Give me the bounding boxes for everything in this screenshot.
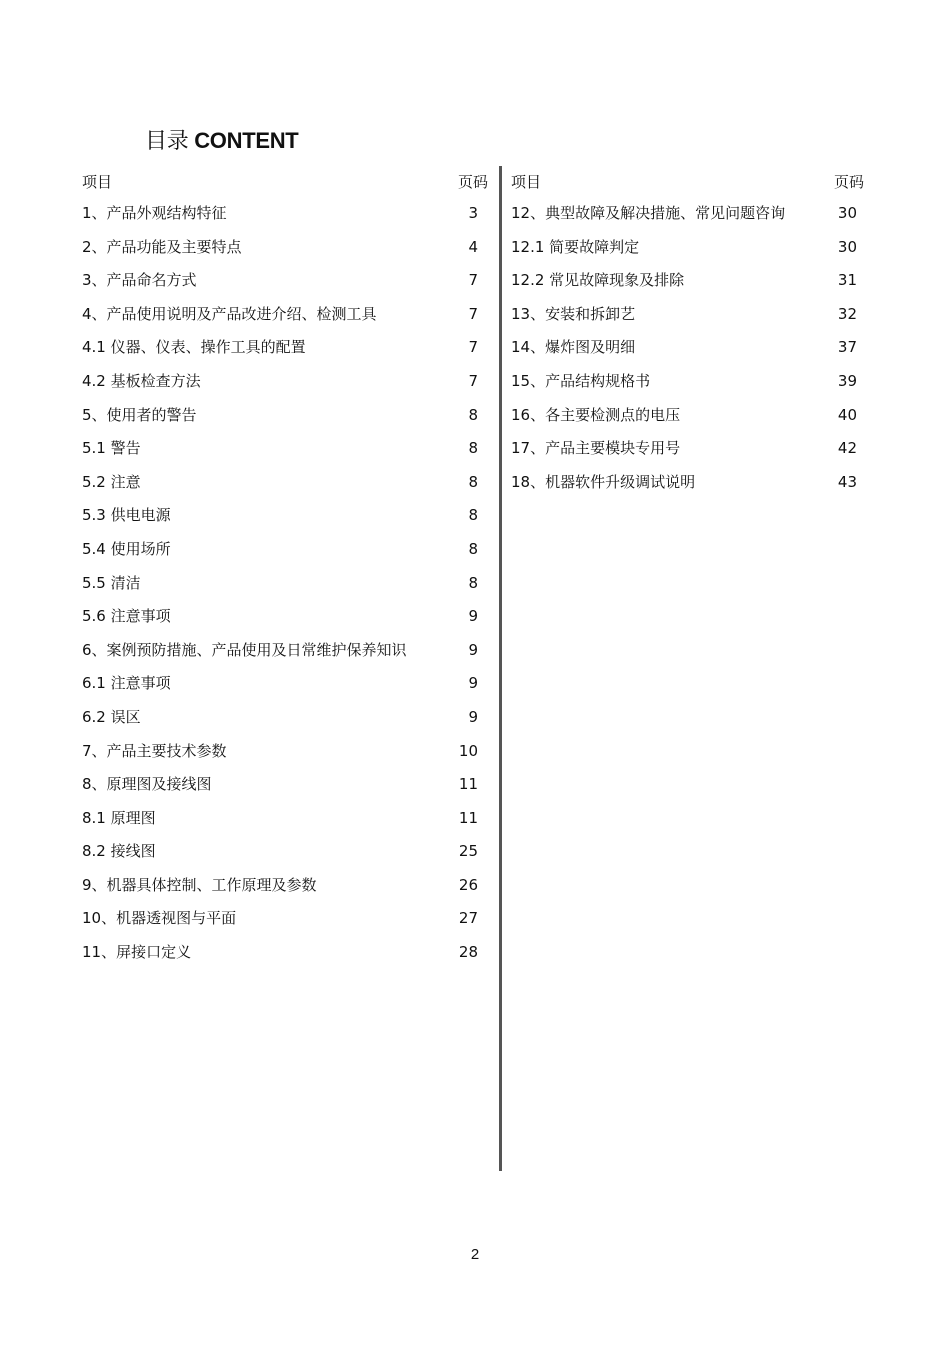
toc-entry-title: 10、机器透视图与平面 xyxy=(82,909,237,928)
toc-header-item: 项目 xyxy=(82,173,113,191)
toc-entry[interactable] xyxy=(511,298,867,332)
toc-entry-page: 28 xyxy=(458,943,478,962)
toc-entry-title: 13、安装和拆卸艺 xyxy=(511,304,636,323)
toc-header-page: 页码 xyxy=(457,173,488,191)
toc-entry[interactable] xyxy=(82,466,492,500)
toc-entry-page: 3 xyxy=(468,204,478,222)
toc-entry[interactable] xyxy=(511,264,867,298)
toc-entry-title: 6.1 注意事项 xyxy=(82,674,171,693)
toc-entry-page: 7 xyxy=(468,271,478,290)
toc-header xyxy=(511,167,867,197)
toc-entry-page: 30 xyxy=(837,237,857,256)
toc-entry-page: 32 xyxy=(837,304,857,323)
toc-entry-title: 8.1 原理图 xyxy=(82,808,156,827)
toc-entry-page: 8 xyxy=(468,539,478,558)
toc-entry[interactable] xyxy=(82,432,492,466)
toc-entry[interactable] xyxy=(82,298,492,332)
toc-entry-title: 8.2 接线图 xyxy=(82,842,156,861)
toc-entry-page: 25 xyxy=(458,842,478,861)
page-title xyxy=(145,124,298,155)
toc-entry[interactable] xyxy=(82,667,492,701)
toc-entry[interactable] xyxy=(82,869,492,903)
toc-entry[interactable] xyxy=(82,567,492,601)
toc-entry-title: 1、产品外观结构特征 xyxy=(82,204,227,222)
toc-right-column xyxy=(511,167,867,499)
toc-entry-page: 11 xyxy=(458,808,478,827)
toc-entry-page: 42 xyxy=(837,439,857,458)
toc-entry-page: 8 xyxy=(468,506,478,525)
toc-entry[interactable] xyxy=(82,197,492,231)
toc-entry-page: 8 xyxy=(468,439,478,458)
toc-entry-title: 5.4 使用场所 xyxy=(82,539,171,558)
toc-entry[interactable] xyxy=(511,365,867,399)
toc-entry-title: 6、案例预防措施、产品使用及日常维护保养知识 xyxy=(82,640,407,659)
toc-entry[interactable] xyxy=(82,399,492,433)
toc-entry-title: 16、各主要检测点的电压 xyxy=(511,405,681,424)
column-divider xyxy=(499,166,502,1171)
toc-entry-title: 12.2 常见故障现象及排除 xyxy=(511,271,685,290)
toc-entry-title: 15、产品结构规格书 xyxy=(511,371,651,390)
toc-entry-page: 11 xyxy=(458,775,478,794)
toc-entry-title: 5.1 警告 xyxy=(82,439,141,458)
toc-entry-title: 18、机器软件升级调试说明 xyxy=(511,472,696,491)
toc-entry-page: 9 xyxy=(468,707,478,726)
toc-entry-page: 31 xyxy=(837,271,857,290)
toc-header xyxy=(82,167,492,197)
toc-entry-title: 12、典型故障及解决措施、常见问题咨询 xyxy=(511,204,786,222)
toc-entry[interactable] xyxy=(82,735,492,769)
toc-entry-page: 8 xyxy=(468,573,478,592)
toc-entry[interactable] xyxy=(82,835,492,869)
toc-entry[interactable] xyxy=(511,231,867,265)
toc-entry-title: 5.3 供电电源 xyxy=(82,506,171,525)
toc-entry[interactable] xyxy=(82,701,492,735)
toc-entry-title: 17、产品主要模块专用号 xyxy=(511,439,681,458)
toc-entry-title: 5.6 注意事项 xyxy=(82,607,171,626)
toc-entry-page: 4 xyxy=(468,237,478,256)
toc-entry-page: 7 xyxy=(468,338,478,357)
toc-header-page: 页码 xyxy=(833,173,864,191)
toc-entry-title: 14、爆炸图及明细 xyxy=(511,338,636,357)
toc-entry[interactable] xyxy=(82,365,492,399)
toc-entry-page: 10 xyxy=(458,741,478,760)
toc-entry[interactable] xyxy=(511,432,867,466)
toc-entry-title: 3、产品命名方式 xyxy=(82,271,197,290)
toc-entry-title: 9、机器具体控制、工作原理及参数 xyxy=(82,875,317,894)
toc-entry[interactable] xyxy=(82,936,492,970)
toc-left-column xyxy=(82,167,492,970)
toc-entry-page: 7 xyxy=(468,304,478,323)
toc-entry-page: 30 xyxy=(837,204,857,222)
toc-entry[interactable] xyxy=(82,802,492,836)
toc-entry[interactable] xyxy=(82,499,492,533)
toc-entry-page: 40 xyxy=(837,405,857,424)
toc-header-item: 项目 xyxy=(511,173,542,191)
toc-entry-page: 26 xyxy=(458,875,478,894)
toc-entry-page: 9 xyxy=(468,640,478,659)
toc-entry[interactable] xyxy=(82,231,492,265)
toc-entry-title: 2、产品功能及主要特点 xyxy=(82,237,242,256)
toc-entry-page: 37 xyxy=(837,338,857,357)
toc-entry-page: 8 xyxy=(468,472,478,491)
toc-entry[interactable] xyxy=(82,600,492,634)
page-number: 2 xyxy=(470,1246,480,1263)
toc-entry[interactable] xyxy=(82,331,492,365)
toc-entry-title: 11、屏接口定义 xyxy=(82,943,192,962)
toc-entry[interactable] xyxy=(511,399,867,433)
toc-entry-page: 7 xyxy=(468,371,478,390)
toc-entry-title: 12.1 简要故障判定 xyxy=(511,237,640,256)
toc-entry[interactable] xyxy=(82,533,492,567)
toc-entry-title: 4.2 基板检查方法 xyxy=(82,371,201,390)
toc-entry-title: 4、产品使用说明及产品改进介绍、检测工具 xyxy=(82,304,377,323)
toc-entry-page: 9 xyxy=(468,607,478,626)
toc-entry-title: 5.2 注意 xyxy=(82,472,141,491)
toc-entry-title: 4.1 仪器、仪表、操作工具的配置 xyxy=(82,338,306,357)
toc-entry[interactable] xyxy=(511,466,867,500)
toc-entry-page: 9 xyxy=(468,674,478,693)
toc-entry-page: 8 xyxy=(468,405,478,424)
toc-entry-title: 5、使用者的警告 xyxy=(82,405,197,424)
toc-entry[interactable] xyxy=(511,197,867,231)
toc-entry[interactable] xyxy=(82,264,492,298)
title-cn: 目录 xyxy=(145,129,189,154)
toc-entry-title: 8、原理图及接线图 xyxy=(82,775,212,794)
toc-entry-title: 7、产品主要技术参数 xyxy=(82,741,227,760)
toc-entry-page: 39 xyxy=(837,371,857,390)
toc-entry[interactable] xyxy=(511,331,867,365)
toc-entry[interactable] xyxy=(82,634,492,668)
toc-entry-title: 6.2 误区 xyxy=(82,707,141,726)
toc-entry-title: 5.5 清洁 xyxy=(82,573,141,592)
toc-entry[interactable] xyxy=(82,768,492,802)
title-en: CONTENT xyxy=(194,128,299,153)
toc-entry-page: 27 xyxy=(458,909,478,928)
toc-entry-page: 43 xyxy=(837,472,857,491)
toc-entry[interactable] xyxy=(82,902,492,936)
